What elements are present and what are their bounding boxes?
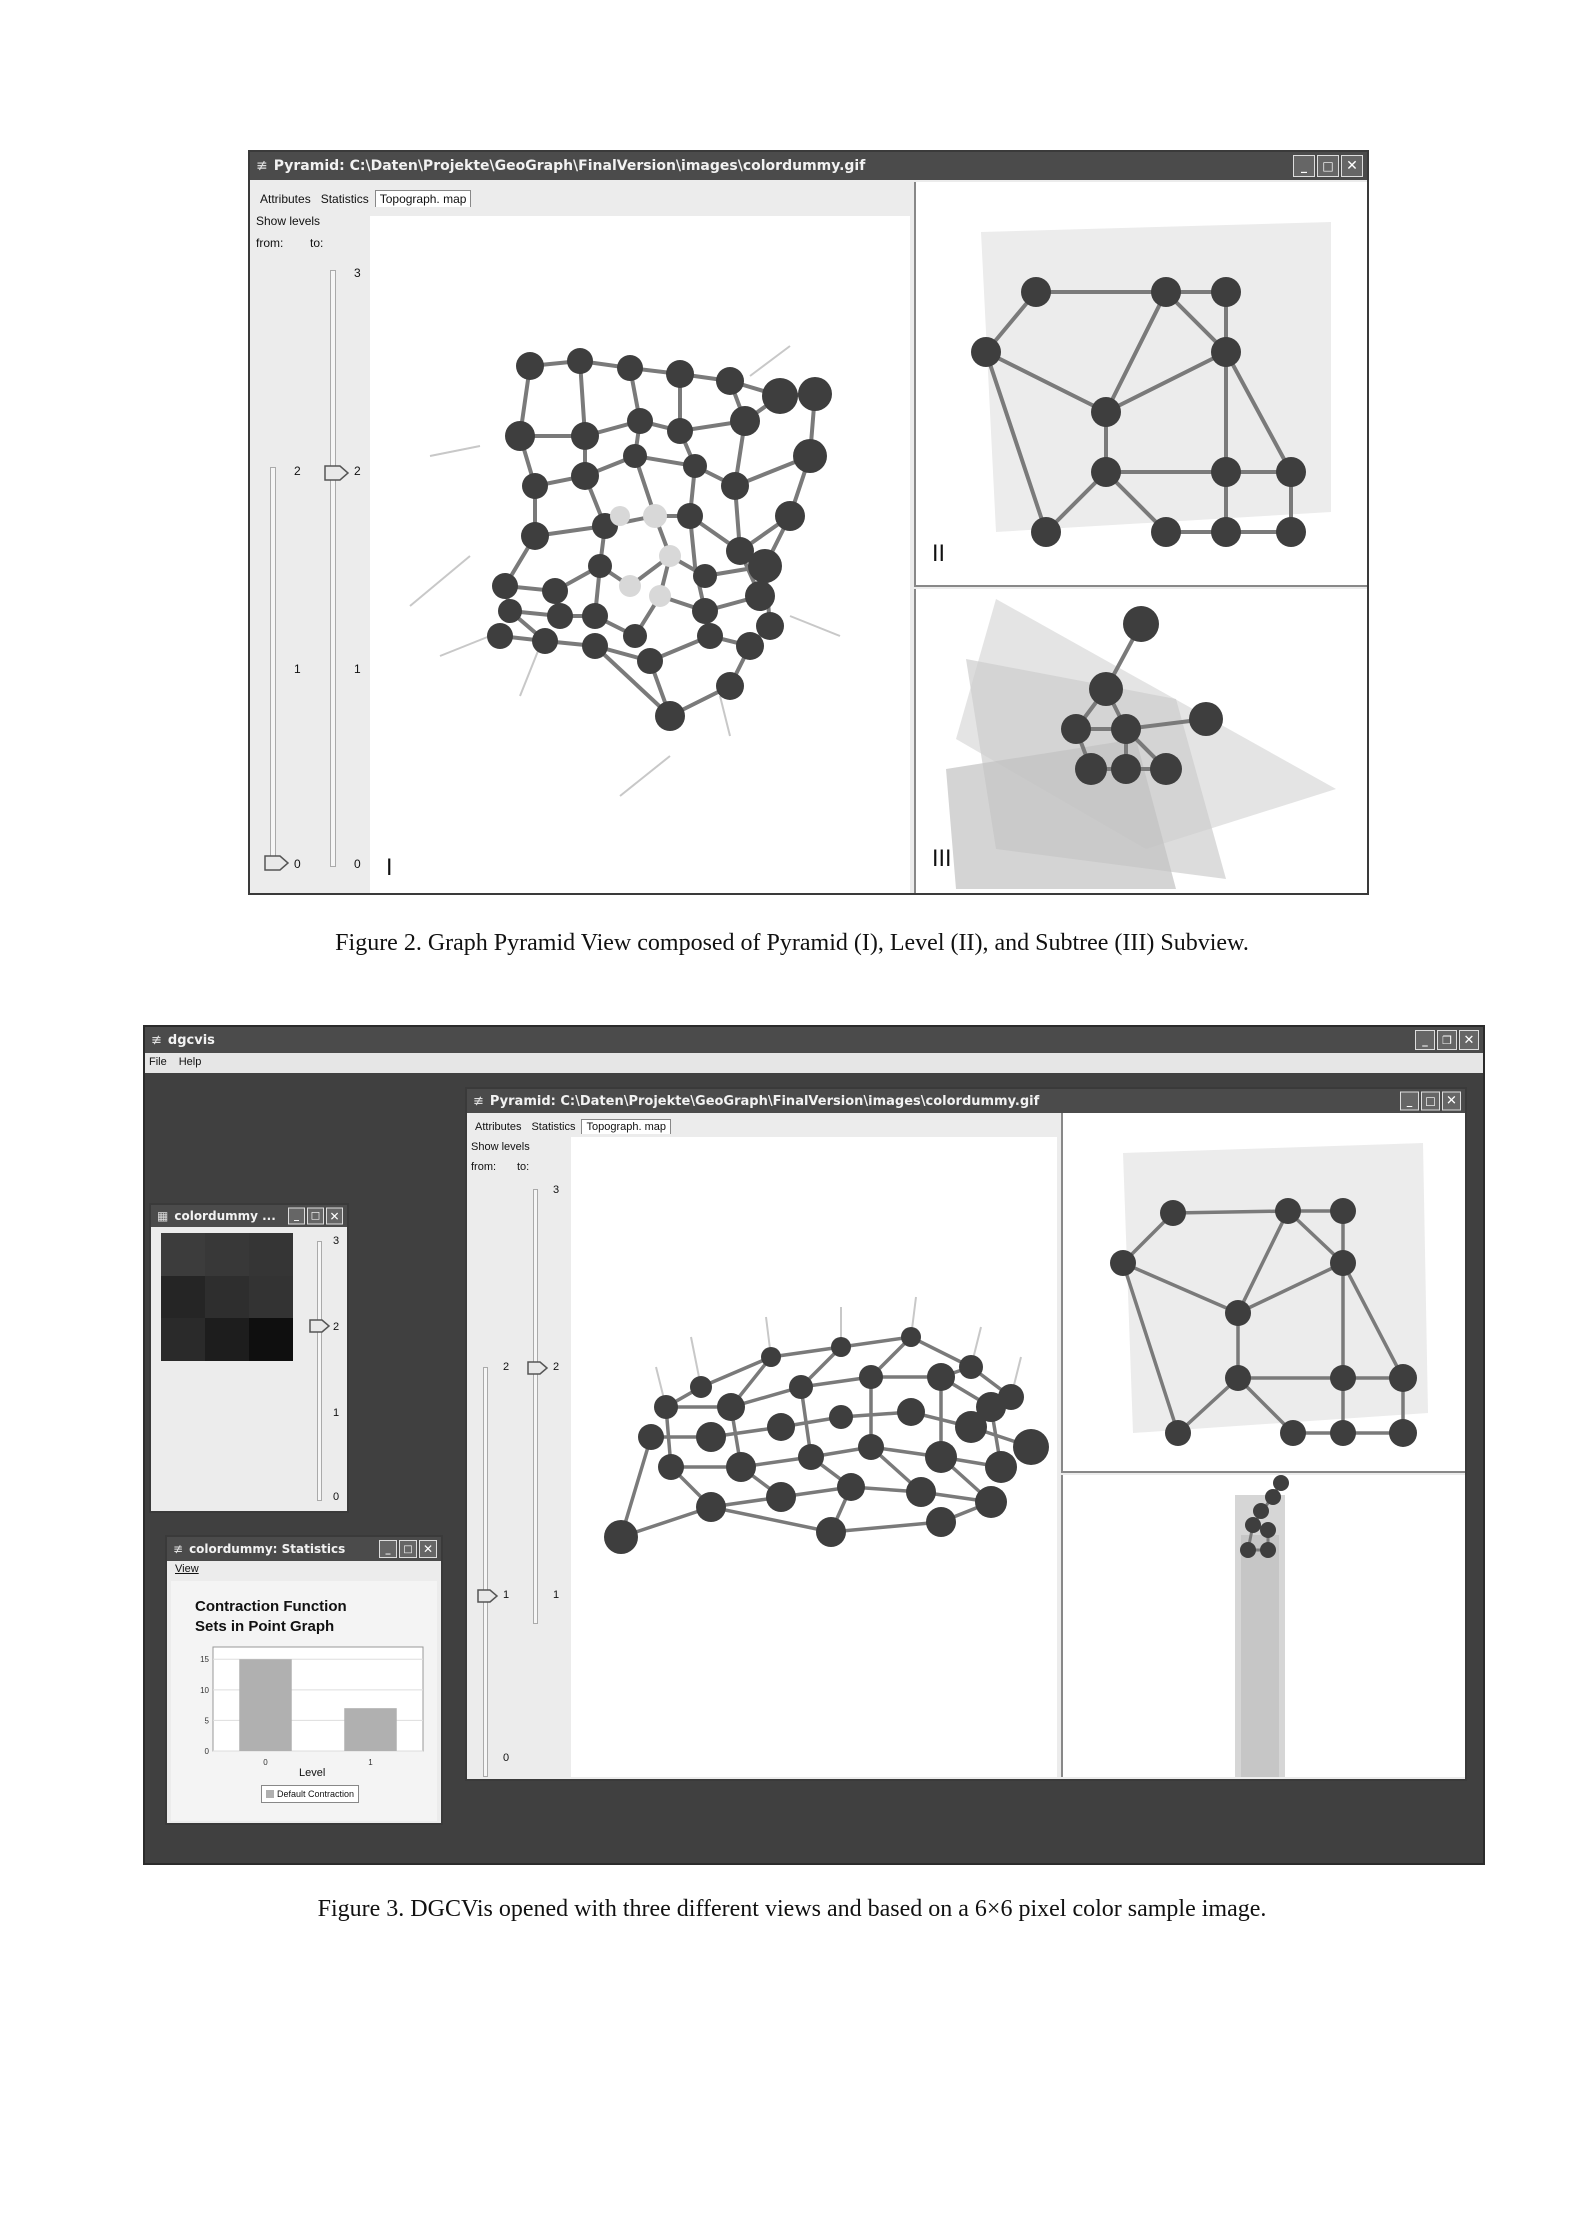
- frame-titlebar[interactable]: [167, 1537, 441, 1561]
- from-tick-0: 0: [503, 1752, 510, 1764]
- from-slider-thumb[interactable]: [477, 1589, 499, 1603]
- pyramid-internal-frame: [465, 1087, 1467, 1781]
- subtree-graph: [916, 589, 1369, 893]
- to-label: to:: [310, 236, 324, 250]
- java-icon: ≢: [151, 1032, 162, 1048]
- to-tick-1: 1: [354, 662, 361, 676]
- from-tick-0: 0: [294, 857, 301, 871]
- default-contraction-legend[interactable]: [261, 1785, 359, 1803]
- app-title: dgcvis: [167, 1032, 215, 1048]
- level-graph: [916, 182, 1369, 587]
- minimize-button[interactable]: _: [1415, 1030, 1435, 1050]
- pixel-cell: [249, 1233, 293, 1276]
- x-axis-title: Level: [299, 1767, 326, 1779]
- app-titlebar[interactable]: [145, 1027, 1483, 1053]
- legend-swatch: [266, 1790, 274, 1798]
- to-tick-3: 3: [354, 266, 361, 280]
- y-tick-label: 5: [204, 1716, 209, 1726]
- to-slider-thumb[interactable]: [527, 1361, 549, 1375]
- figure-3-caption: Figure 3. DGCVis opened with three different views and based on a 6×6 pixel color sample image.: [317, 1896, 1267, 1922]
- close-button[interactable]: ✕: [1442, 1092, 1461, 1111]
- pyramid-view-label: I: [386, 856, 393, 881]
- tab-attributes[interactable]: Attributes: [260, 191, 311, 206]
- stats-menubar: [167, 1561, 441, 1579]
- minimize-button[interactable]: _: [288, 1208, 305, 1225]
- to-tick-3: 3: [553, 1184, 560, 1196]
- from-tick-1: 1: [294, 662, 301, 676]
- subtree-view-label: III: [932, 847, 952, 872]
- x-tick-label: 0: [263, 1758, 268, 1767]
- y-tick-label: 0: [204, 1747, 209, 1756]
- dgcvis-app-window: [143, 1025, 1485, 1865]
- java-icon: ≢: [473, 1093, 484, 1109]
- bar: [239, 1659, 292, 1751]
- from-label: from:: [256, 236, 284, 250]
- window-titlebar[interactable]: [250, 152, 1367, 180]
- java-icon: ≢: [256, 158, 268, 174]
- pyramid-3d-graph: [571, 1137, 1057, 1777]
- pyramid-subview[interactable]: [370, 216, 910, 893]
- to-label: to:: [517, 1161, 530, 1173]
- subtree-graph: [1063, 1475, 1467, 1777]
- figure-2-caption: Figure 2. Graph Pyramid View composed of Pyramid (I), Level (II), and Subtree (III) Subview.: [335, 930, 1249, 956]
- pyramid-3d-graph: [370, 216, 910, 893]
- pixel-cell: [249, 1276, 293, 1319]
- level-subview[interactable]: [914, 182, 1367, 587]
- show-levels-label: Show levels: [471, 1141, 530, 1153]
- pixel-image: [161, 1233, 293, 1361]
- from-slider-thumb[interactable]: [264, 855, 290, 871]
- level-graph: [1063, 1113, 1467, 1473]
- level-tick-1: 1: [333, 1407, 340, 1419]
- to-tick-0: 0: [354, 857, 361, 871]
- pixel-cell: [161, 1276, 205, 1319]
- menu-help[interactable]: Help: [178, 1056, 202, 1068]
- tab-statistics[interactable]: Statistics: [320, 191, 369, 206]
- menu-view[interactable]: View: [175, 1563, 199, 1575]
- to-slider-track[interactable]: [330, 270, 336, 867]
- level-slider-track[interactable]: [317, 1241, 322, 1501]
- tab-statistics[interactable]: Statistics: [531, 1120, 576, 1133]
- close-button[interactable]: ✕: [419, 1540, 437, 1558]
- pixel-cell: [205, 1233, 249, 1276]
- maximize-button[interactable]: □: [307, 1208, 324, 1225]
- close-button[interactable]: ✕: [1459, 1030, 1479, 1050]
- chart-title: Contraction Function Sets in Point Graph: [195, 1598, 347, 1635]
- pixel-cell: [205, 1318, 249, 1361]
- maximize-button[interactable]: □: [399, 1540, 417, 1558]
- close-button[interactable]: ✕: [1341, 155, 1363, 177]
- y-tick-label: 10: [200, 1685, 209, 1695]
- to-tick-2: 2: [553, 1361, 560, 1373]
- to-tick-2: 2: [354, 464, 361, 478]
- chart-panel: [171, 1581, 437, 1821]
- to-slider-thumb[interactable]: [324, 465, 350, 481]
- y-tick-label: 15: [200, 1655, 209, 1665]
- tab-bar: [256, 190, 473, 207]
- pixel-cell: [205, 1276, 249, 1319]
- restore-button[interactable]: ❐: [1437, 1030, 1457, 1050]
- from-label: from:: [471, 1161, 497, 1173]
- from-tick-1: 1: [503, 1589, 510, 1601]
- window-title: Pyramid: C:\Daten\Projekte\GeoGraph\FinalVersion\images\colordummy.gif: [273, 158, 866, 174]
- level-tick-2: 2: [333, 1321, 340, 1333]
- tab-bar: [471, 1119, 673, 1134]
- frame-titlebar[interactable]: [151, 1205, 347, 1227]
- level-slider-thumb[interactable]: [309, 1319, 331, 1333]
- frame-titlebar[interactable]: [467, 1089, 1465, 1113]
- from-slider-track[interactable]: [270, 467, 276, 867]
- pixel-cell: [161, 1318, 205, 1361]
- from-tick-2: 2: [294, 464, 301, 478]
- to-slider-track[interactable]: [533, 1189, 538, 1624]
- frame-title: colordummy: Statistics: [189, 1542, 346, 1556]
- frame-title: Pyramid: C:\Daten\Projekte\GeoGraph\FinalVersion\images\colordummy.gif: [489, 1093, 1040, 1109]
- minimize-button[interactable]: _: [1400, 1092, 1419, 1111]
- maximize-button[interactable]: □: [1421, 1092, 1440, 1111]
- x-tick-label: 1: [368, 1758, 373, 1767]
- minimize-button[interactable]: _: [1293, 155, 1315, 177]
- level-view-label: II: [932, 542, 945, 567]
- menubar: [145, 1053, 1483, 1073]
- statistics-internal-frame: [165, 1535, 443, 1825]
- pyramid-subview[interactable]: [571, 1137, 1057, 1777]
- to-tick-1: 1: [553, 1589, 560, 1601]
- subtree-subview[interactable]: [914, 589, 1367, 893]
- bar: [344, 1708, 397, 1751]
- level-tick-0: 0: [333, 1491, 340, 1503]
- tab-topograph-map[interactable]: Topograph. map: [581, 1119, 671, 1134]
- close-button[interactable]: ✕: [326, 1208, 343, 1225]
- pyramid-window-fig2: [248, 150, 1369, 895]
- from-slider-track[interactable]: [483, 1367, 488, 1777]
- frame-title: colordummy ...: [174, 1209, 276, 1223]
- from-tick-2: 2: [503, 1361, 510, 1373]
- show-levels-label: Show levels: [256, 214, 321, 228]
- legend-label: Default Contraction: [277, 1789, 355, 1799]
- pixel-cell: [161, 1233, 205, 1276]
- maximize-button[interactable]: □: [1317, 155, 1339, 177]
- tab-topograph-map[interactable]: Topograph. map: [375, 190, 472, 207]
- menu-file[interactable]: File: [149, 1056, 167, 1068]
- tab-attributes[interactable]: Attributes: [475, 1120, 522, 1133]
- image-icon: ▦: [157, 1209, 169, 1223]
- image-internal-frame: [149, 1203, 349, 1513]
- subtree-subview[interactable]: [1061, 1475, 1465, 1777]
- minimize-button[interactable]: _: [379, 1540, 397, 1558]
- java-icon: ≢: [173, 1542, 184, 1556]
- level-subview[interactable]: [1061, 1113, 1465, 1473]
- level-tick-3: 3: [333, 1235, 340, 1247]
- pixel-cell: [249, 1318, 293, 1361]
